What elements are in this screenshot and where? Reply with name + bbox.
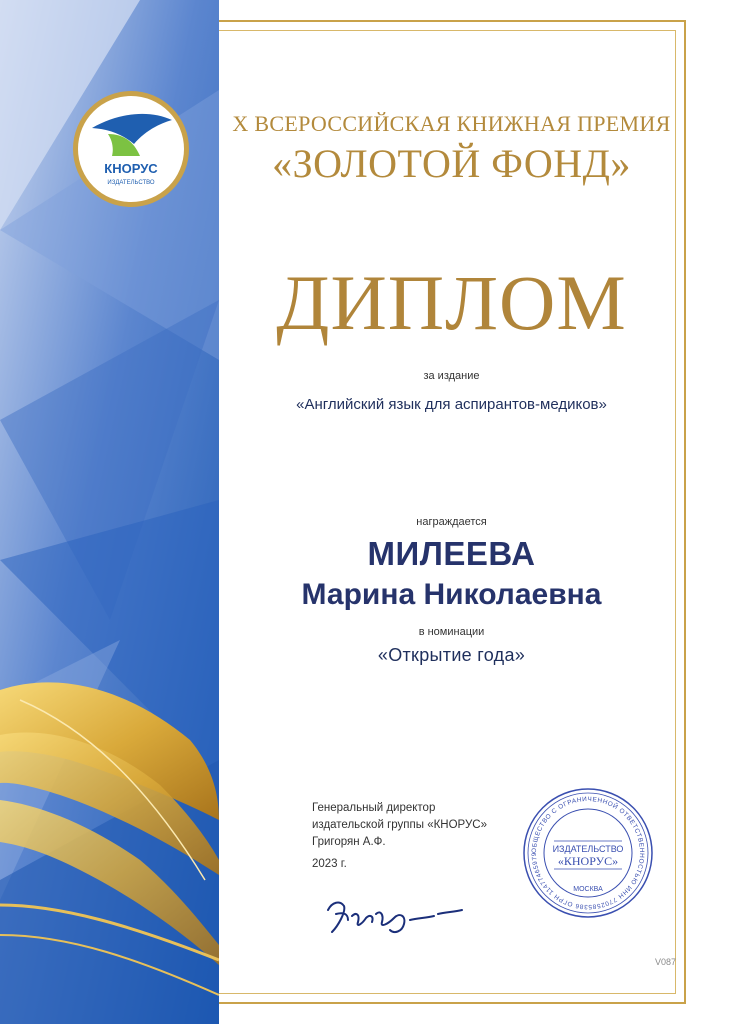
edition-label: за издание bbox=[423, 370, 480, 382]
seal-line2: «КНОРУС» bbox=[557, 854, 619, 868]
handwritten-signature bbox=[318, 890, 468, 940]
diploma-title: ДИПЛОМ bbox=[276, 259, 627, 346]
signer-position-line2: издательской группы «КНОРУС» bbox=[312, 819, 487, 831]
publisher-seal bbox=[520, 785, 656, 921]
edition-title: «Английский язык для аспирантов-медиков» bbox=[296, 396, 607, 413]
logo-subtitle-text: ИЗДАТЕЛЬСТВО bbox=[107, 180, 155, 186]
award-name: «ЗОЛОТОЙ ФОНД» bbox=[272, 141, 631, 186]
nomination-title: «Открытие года» bbox=[377, 645, 526, 665]
signer-block bbox=[312, 800, 487, 851]
recipient-surname: МИЛЕЕВА bbox=[367, 535, 536, 572]
issue-year: 2023 г. bbox=[312, 858, 347, 870]
publisher-logo bbox=[72, 90, 190, 208]
recipient-name: Марина Николаевна bbox=[301, 578, 602, 611]
signer-name: Григорян А.Ф. bbox=[312, 836, 386, 848]
seal-city: МОСКВА bbox=[573, 886, 603, 893]
awarded-label: награждается bbox=[416, 516, 487, 528]
signer-position-line1: Генеральный директор bbox=[312, 802, 436, 814]
award-series-title: X ВСЕРОССИЙСКАЯ КНИЖНАЯ ПРЕМИЯ bbox=[232, 111, 671, 136]
nomination-label: в номинации bbox=[418, 626, 485, 638]
document-code: V087 bbox=[655, 957, 677, 967]
seal-line1: ИЗДАТЕЛЬСТВО bbox=[552, 844, 624, 854]
seal-circular-text: ОБЩЕСТВО С ОГРАНИЧЕННОЙ ОТВЕТСТВЕННОСТЬЮ ИНН 7702585386 ОГРН 11477465979 bbox=[530, 795, 646, 911]
logo-brand-text: КНОРУС bbox=[104, 161, 158, 176]
